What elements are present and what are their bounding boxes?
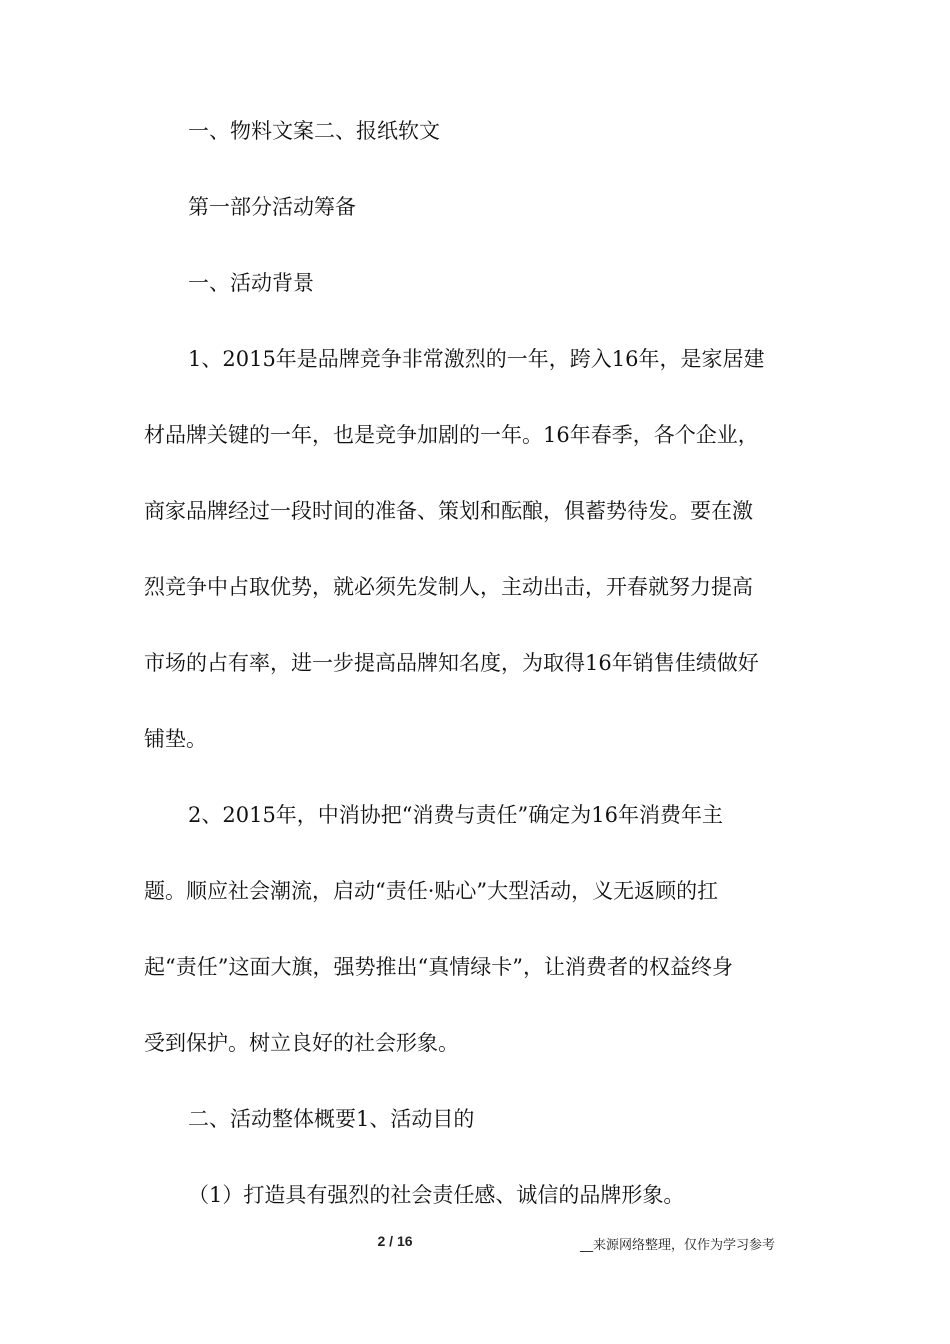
paragraph-line: 一、物料文案二、报纸软文 [188, 119, 440, 143]
paragraph-line: 起“责任”这面大旗，强势推出“真情绿卡”，让消费者的权益终身 [144, 955, 733, 979]
paragraph-line: 烈竞争中占取优势，就必须先发制人，主动出击，开春就努力提高 [144, 575, 753, 599]
paragraph-line: 铺垫。 [144, 727, 207, 751]
paragraph-line: 材品牌关键的一年，也是竞争加剧的一年。16年春季，各个企业， [144, 423, 759, 447]
paragraph-line: 第一部分活动筹备 [188, 195, 356, 219]
paragraph-gap [144, 302, 808, 340]
paragraph-gap [144, 150, 808, 188]
line-gap [144, 986, 808, 1024]
paragraph-line: 一、活动背景 [188, 271, 314, 295]
line-gap [144, 606, 808, 644]
paragraph-line: 题。顺应社会潮流，启动“责任·贴心”大型活动，义无返顾的扛 [144, 879, 719, 903]
document-body [144, 112, 808, 1214]
line-gap [144, 378, 808, 416]
paragraph-line: 受到保护。树立良好的社会形象。 [144, 1031, 459, 1055]
paragraph-gap [144, 226, 808, 264]
line-gap [144, 530, 808, 568]
line-gap [144, 454, 808, 492]
paragraph-gap [144, 1062, 808, 1100]
paragraph-gap [144, 758, 808, 796]
paragraph-line: 商家品牌经过一段时间的准备、策划和酝酿，俱蓄势待发。要在激 [144, 499, 753, 523]
paragraph-gap [144, 1138, 808, 1176]
page-number: 2 / 16 [377, 1233, 413, 1249]
line-gap [144, 834, 808, 872]
paragraph-line: 二、活动整体概要1、活动目的 [188, 1107, 475, 1131]
paragraph-line: 2、2015年，中消协把“消费与责任”确定为16年消费年主 [188, 803, 723, 827]
paragraph-line: （1）打造具有强烈的社会责任感、诚信的品牌形象。 [188, 1183, 685, 1207]
paragraph-line: 1、2015年是品牌竞争非常激烈的一年，跨入16年，是家居建 [188, 347, 765, 371]
paragraph-line: 市场的占有率，进一步提高品牌知名度，为取得16年销售佳绩做好 [144, 651, 759, 675]
line-gap [144, 682, 808, 720]
source-note: __来源网络整理，仅作为学习参考 [580, 1238, 776, 1253]
line-gap [144, 910, 808, 948]
